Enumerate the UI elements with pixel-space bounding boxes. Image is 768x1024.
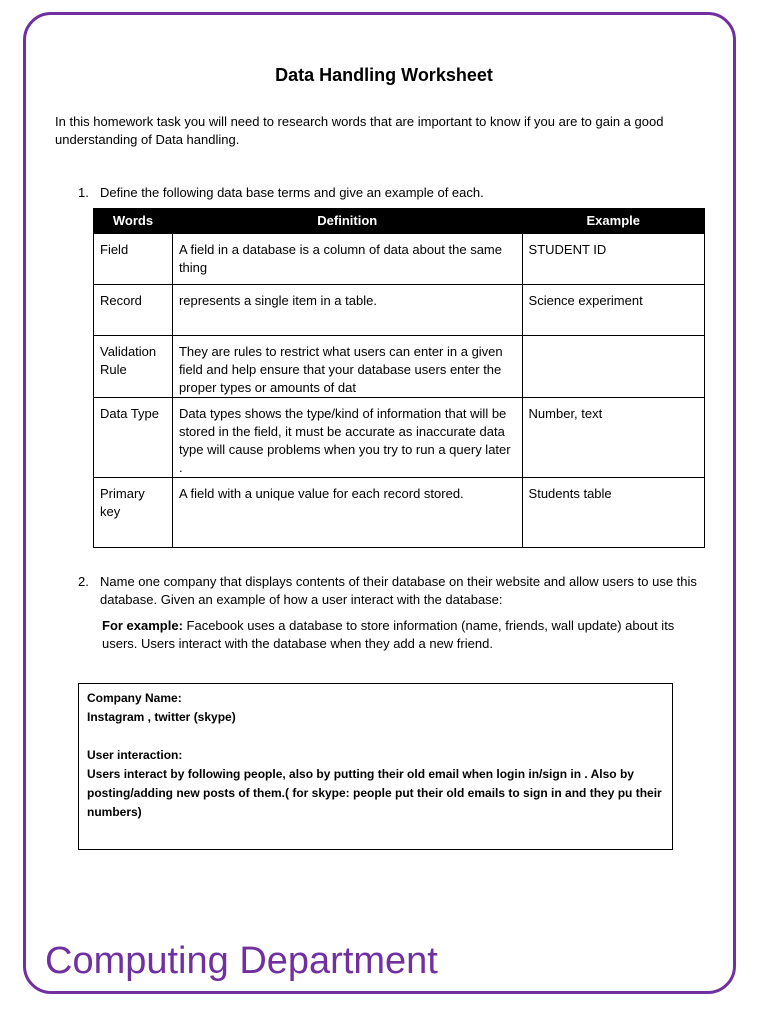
cell-example: Science experiment	[522, 285, 704, 336]
question-2-number: 2.	[78, 574, 89, 589]
cell-example: STUDENT ID	[522, 234, 704, 285]
example-text: Facebook uses a database to store information (name, friends, wall update) about its users. Users interact with the database when they add a new friend.	[102, 618, 675, 651]
header-example: Example	[522, 209, 704, 234]
cell-word: Field	[94, 234, 173, 285]
cell-word: Data Type	[94, 398, 173, 478]
department-footer: Computing Department	[45, 940, 438, 982]
table-header-row	[94, 209, 705, 234]
table-row	[94, 398, 705, 478]
table-row	[94, 478, 705, 548]
cell-example: Students table	[522, 478, 704, 548]
intro-paragraph: In this homework task you will need to research words that are important to know if you are to gain a good understanding of Data handling.	[55, 114, 664, 147]
company-name-label: Company Name:	[87, 691, 182, 705]
example-label: For example:	[102, 618, 183, 633]
company-name-value: Instagram , twitter (skype)	[87, 710, 236, 724]
cell-definition: A field with a unique value for each record stored.	[172, 478, 522, 548]
table-row	[94, 285, 705, 336]
table-row	[94, 234, 705, 285]
user-interaction-label: User interaction:	[87, 748, 183, 762]
question-1	[78, 184, 484, 202]
page-title: Data Handling Worksheet	[275, 65, 493, 85]
answer-box	[78, 683, 673, 850]
question-1-text: Define the following data base terms and give an example of each.	[100, 185, 484, 200]
cell-example: Number, text	[522, 398, 704, 478]
cell-definition: A field in a database is a column of data about the same thing	[172, 234, 522, 285]
question-2	[78, 573, 708, 653]
question-1-number: 1.	[78, 185, 89, 200]
cell-word: Validation Rule	[94, 336, 173, 398]
cell-definition: They are rules to restrict what users can enter in a given field and help ensure that your database users enter the proper types or amounts of dat	[172, 336, 522, 398]
cell-definition: represents a single item in a table.	[172, 285, 522, 336]
header-definition: Definition	[172, 209, 522, 234]
question-2-text: Name one company that displays contents of their database on their website and allow users to use this database. Given an example of how a user interact with the database:	[100, 574, 697, 607]
cell-word: Record	[94, 285, 173, 336]
question-2-example	[102, 617, 708, 653]
header-words: Words	[94, 209, 173, 234]
terms-table	[93, 208, 705, 548]
cell-definition: Data types shows the type/kind of information that will be stored in the field, it must be accurate as inaccurate data type will cause problems when you try to run a query later .	[172, 398, 522, 478]
user-interaction-value: Users interact by following people, also by putting their old email when login in/sign in . Also by posting/adding new posts of them.( for skype: people put their old emails to sign in and they pu their numbers)	[87, 767, 662, 819]
table-row	[94, 336, 705, 398]
cell-example	[522, 336, 704, 398]
cell-word: Primary key	[94, 478, 173, 548]
